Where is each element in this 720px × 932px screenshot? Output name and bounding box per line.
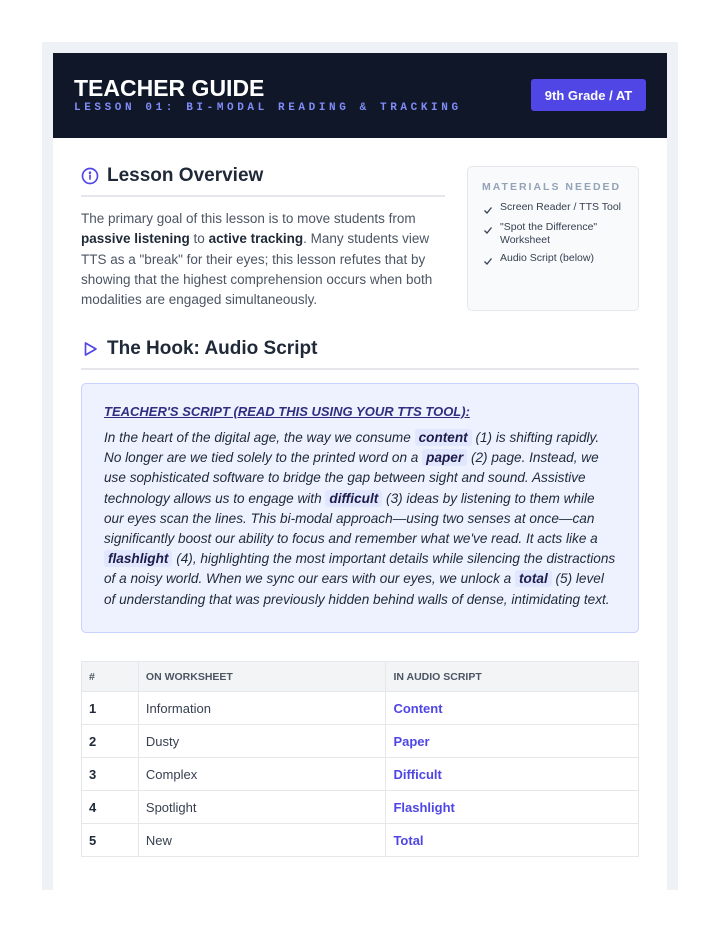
worksheet-word: Information — [138, 692, 386, 725]
overview-bold-passive: passive listening — [81, 231, 190, 247]
script-keyword: paper — [422, 449, 467, 466]
check-icon — [482, 255, 494, 267]
table-row — [82, 692, 639, 725]
script-word: Content — [386, 692, 639, 725]
materials-panel — [467, 166, 639, 311]
material-item — [482, 201, 624, 216]
row-number: 1 — [82, 692, 139, 725]
table-row — [82, 791, 639, 824]
lesson-overview-title: Lesson Overview — [107, 165, 264, 186]
script-keyword: difficult — [325, 490, 382, 507]
script-segment: (1) is shifting rapidly. No longer are we tied solely to the printed word on a — [104, 430, 600, 466]
table-header-row — [82, 662, 639, 692]
row-number: 3 — [82, 758, 139, 791]
script-segment: (5) level of understanding that was previously hidden behind walls of dense, intimidating text. — [104, 571, 610, 607]
materials-title: MATERIALS NEEDED — [482, 181, 622, 193]
material-item — [482, 221, 624, 247]
check-icon — [482, 204, 494, 216]
info-icon — [81, 167, 99, 185]
header-banner — [53, 53, 667, 138]
overview-paragraph — [81, 209, 449, 310]
table-row — [82, 725, 639, 758]
worksheet-word: Dusty — [138, 725, 386, 758]
script-keyword: flashlight — [104, 550, 172, 567]
script-text — [104, 428, 616, 610]
script-keyword: content — [415, 429, 472, 446]
check-icon — [482, 224, 494, 236]
hook-heading — [81, 338, 639, 370]
script-word: Flashlight — [386, 791, 639, 824]
lesson-overview-heading — [81, 165, 445, 197]
play-icon — [81, 340, 99, 358]
script-word: Total — [386, 824, 639, 857]
overview-text-3: . Many students view TTS as a "break" for their eyes; this lesson refutes that by showing that the highest comprehension occurs when both modalities are engaged simultaneously. — [81, 231, 433, 308]
guide-title: TEACHER GUIDE — [74, 75, 265, 101]
row-number: 4 — [82, 791, 139, 824]
teacher-guide-page — [53, 53, 667, 890]
worksheet-word: Spotlight — [138, 791, 386, 824]
material-label: Audio Script (below) — [500, 252, 594, 264]
overview-bold-active: active tracking — [208, 231, 304, 247]
script-word: Difficult — [386, 758, 639, 791]
material-label: Screen Reader / TTS Tool — [500, 201, 622, 213]
row-number: 5 — [82, 824, 139, 857]
table-row — [82, 824, 639, 857]
script-segment: (4), highlighting the most important details while silencing the distractions of a noisy world. When we sync our ears with our eyes, we unlock a — [104, 551, 616, 587]
script-segment: In the heart of the digital age, the way we consume — [104, 430, 415, 445]
row-number: 2 — [82, 725, 139, 758]
column-header-worksheet: ON WORKSHEET — [138, 662, 386, 692]
table-row — [82, 758, 639, 791]
audio-script-box — [81, 383, 639, 633]
column-header-script: IN AUDIO SCRIPT — [386, 662, 639, 692]
worksheet-word: Complex — [138, 758, 386, 791]
material-item — [482, 252, 624, 267]
script-word: Paper — [386, 725, 639, 758]
lesson-subtitle: LESSON 01: BI-MODAL READING & TRACKING — [74, 102, 462, 114]
script-segment: (3) ideas by listening to them while our eyes scan the lines. This bi-modal approach—using two senses at once—can significantly boost our ability to focus and remember what we've read. It acts like a — [104, 490, 598, 547]
overview-text-2: to — [189, 231, 209, 247]
script-segment: (2) page. Instead, we use sophisticated software to bridge the gap between sight and sound. Assistive technology allows us to engage with — [104, 450, 599, 506]
hook-title: The Hook: Audio Script — [107, 338, 318, 359]
material-label: "Spot the Difference" Worksheet — [500, 221, 598, 246]
answer-table — [81, 661, 639, 857]
worksheet-word: New — [138, 824, 386, 857]
grade-badge: 9th Grade / AT — [531, 79, 646, 111]
script-keyword: total — [515, 570, 552, 587]
overview-text-1: The primary goal of this lesson is to move students from — [81, 211, 416, 226]
script-label: TEACHER'S SCRIPT (READ THIS USING YOUR TTS TOOL): — [104, 404, 470, 419]
column-header-number: # — [82, 662, 139, 692]
